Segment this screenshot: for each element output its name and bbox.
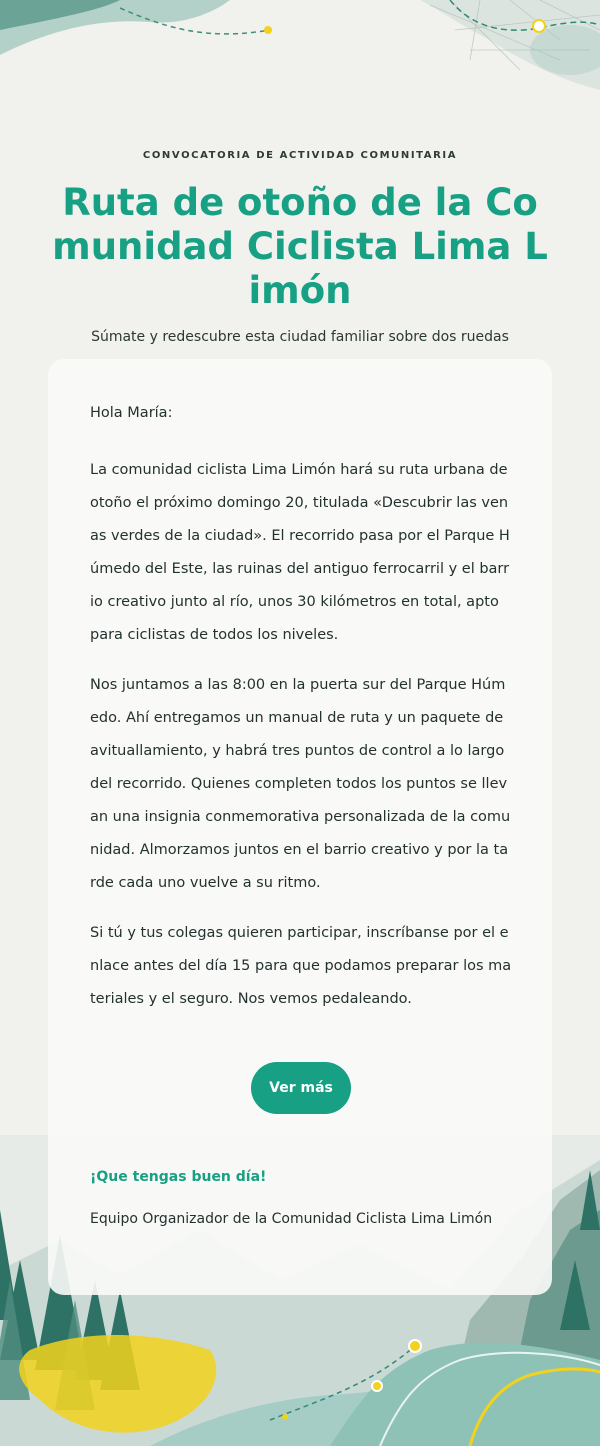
map-route-decoration [0,0,600,90]
page-subtitle: Súmate y redescubre esta ciudad familiar sobre dos ruedas [91,329,509,345]
message-card [48,359,552,1295]
cta-container [90,1062,512,1114]
header [0,150,600,345]
greeting: Hola María: [90,405,173,421]
eyebrow-label: CONVOCATORIA DE ACTIVIDAD COMUNITARIA [142,150,458,161]
see-more-button[interactable]: Ver más [251,1062,351,1114]
message-body [90,401,512,1227]
paragraph-meeting: Nos juntamos a las 8:00 en la puerta sur del Parque Húmedo. Ahí entregamos un manual de ruta y un paquete de avituallamiento, y habrá tres puntos de control a lo largo del recorrido. Quienes completen todos los puntos se llevan una insignia conmemorativa personalizada de la comunidad. Almorzamos juntos en el barrio creativo y por la tarde cada uno vuelve a su ritmo. [90,677,511,891]
signature: Equipo Organizador de la Comunidad Ciclista Lima Limón [90,1211,493,1227]
paragraph-signup: Si tú y tus colegas quieren participar, inscríbanse por el enlace antes del día 15 para que podamos preparar los materiales y el seguro. Nos vemos pedaleando. [90,925,512,1007]
page-title: Ruta de otoño de la Comunidad Ciclista Lima Limón [52,181,548,312]
signoff: ¡Que tengas buen día! [90,1169,267,1185]
paragraph-route: La comunidad ciclista Lima Limón hará su ruta urbana de otoño el próximo domingo 20, titulada «Descubrir las venas verdes de la ciudad». El recorrido pasa por el Parque Húmedo del Este, las ruinas del antiguo ferrocarril y el barrio creativo junto al río, unos 30 kilómetros en total, apto para ciclistas de todos los niveles. [90,462,510,643]
